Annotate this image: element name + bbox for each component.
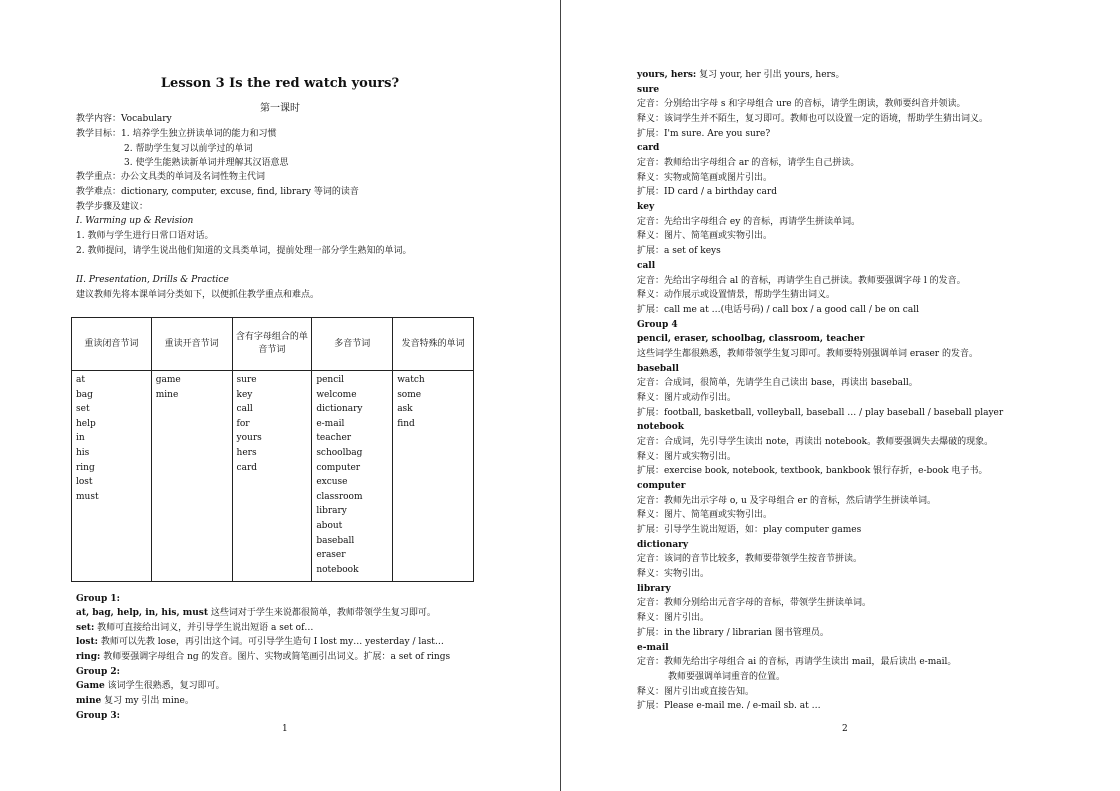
- text-line: ring: 教师要强调字母组合 ng 的发音。图片、实物或简笔画引出词义。扩展：a set of rings: [76, 652, 451, 662]
- table-cell: [72, 371, 152, 582]
- page-number: 2: [842, 724, 848, 734]
- table-word: dictionary: [316, 404, 363, 415]
- text-line: 释义：实物或简笔画或图片引出。: [637, 172, 773, 183]
- entry-heading: e-mail: [637, 642, 669, 653]
- table-word: pencil: [316, 375, 344, 385]
- table-header: 含有字母组合的单音节词: [232, 318, 312, 371]
- vocabulary-table: [71, 317, 474, 582]
- text-line: 定音：分别给出字母 s 和字母组合 ure 的音标，请学生朗读，教师要纠音并领读。: [637, 99, 966, 110]
- table-word: excuse: [316, 477, 348, 488]
- text-line: 建议教师先将本课单词分类如下，以便抓住教学重点和难点。: [76, 290, 320, 300]
- table-word: ask: [397, 404, 413, 415]
- table-word: mine: [155, 389, 179, 400]
- table-word: library: [316, 506, 347, 517]
- entry-heading: computer: [637, 481, 686, 492]
- entry-heading: Group 4: [637, 319, 678, 330]
- lesson-title: Lesson 3 Is the red watch yours?: [160, 76, 400, 91]
- table-word: card: [236, 462, 258, 473]
- entry-heading: pencil, eraser, schoolbag, classroom, teacher: [637, 334, 865, 345]
- text-line: 释义：实物引出。: [637, 569, 710, 580]
- entry-heading: card: [637, 143, 660, 154]
- text-line: 扩展：football, basketball, volleyball, baseball … / play baseball / baseball player: [637, 407, 1004, 418]
- lesson-subtitle: 第一课时: [260, 103, 300, 114]
- table-word: set: [76, 404, 90, 415]
- table-word: welcome: [316, 389, 357, 400]
- entry-heading: library: [637, 583, 671, 594]
- table-word: schoolbag: [316, 447, 363, 458]
- text-line: 扩展：ID card / a birthday card: [637, 187, 777, 198]
- text-line: 教师要强调单词重音的位置。: [668, 671, 786, 682]
- text-line: 释义：动作展示或设置情景，帮助学生猜出词义。: [637, 290, 836, 301]
- text-line: 扩展：引导学生说出短语，如：play computer games: [637, 525, 862, 536]
- table-word: hers: [236, 447, 257, 458]
- text-line: 释义：图片引出。: [637, 613, 710, 624]
- table-cell: [151, 371, 232, 582]
- text-line: 释义：图片或实物引出。: [637, 451, 737, 462]
- table-word: e-mail: [316, 418, 345, 429]
- text-line: 释义：图片或动作引出。: [637, 392, 737, 403]
- text-line: 释义：图片、简笔画或实物引出。: [637, 231, 773, 242]
- section-heading: II. Presentation, Drills & Practice: [76, 275, 229, 285]
- table-header: 发音特殊的单词: [393, 318, 474, 371]
- table-header: 多音节词: [312, 318, 393, 371]
- group-heading: Group 3:: [76, 711, 120, 721]
- text-line: 定音：教师先出示字母 o, u 及字母组合 er 的音标，然后请学生拼读单词。: [637, 495, 937, 506]
- entry-heading: dictionary: [637, 539, 689, 550]
- table-word: eraser: [316, 550, 346, 561]
- text-line: 释义：图片引出或直接告知。: [637, 686, 755, 697]
- table-word: baseball: [316, 535, 355, 546]
- text-line: 定音：先给出字母组合 ey 的音标，再请学生拼读单词。: [637, 216, 861, 227]
- table-word: in: [76, 433, 85, 444]
- table-cell: [393, 371, 474, 582]
- table-word: help: [76, 418, 96, 429]
- text-line: 定音：该词的音节比较多，教师要带领学生按音节拼读。: [637, 554, 863, 565]
- text-line: 1. 教师与学生进行日常口语对话。: [76, 231, 214, 241]
- entry-heading: key: [637, 202, 655, 213]
- text-line: 3. 使学生能熟读新单词并理解其汉语意思: [124, 158, 289, 168]
- table-word: call: [236, 404, 253, 415]
- entry-heading: notebook: [637, 422, 684, 433]
- table-word: ring: [76, 462, 95, 473]
- table-header: 重读开音节词: [151, 318, 232, 371]
- text-line: at, bag, help, in, his, must 这些词对于学生来说都很简单，教师带领学生复习即可。: [76, 608, 436, 618]
- text-line: Game 该词学生很熟悉，复习即可。: [76, 681, 225, 691]
- text-line: mine 复习 my 引出 mine。: [76, 696, 194, 706]
- table-word: game: [155, 375, 181, 385]
- table-word: classroom: [316, 491, 363, 502]
- text-line: 定音：合成词，很简单，先请学生自己读出 base，再读出 baseball。: [637, 378, 918, 389]
- table-word: about: [316, 520, 343, 531]
- table-word: teacher: [316, 433, 352, 444]
- group-heading: Group 2:: [76, 667, 120, 677]
- entry-heading: yours, hers: 复习 your, her 引出 yours, hers。: [637, 70, 845, 80]
- text-line: 教学难点：dictionary, computer, excuse, find, library 等词的读音: [76, 187, 359, 197]
- table-word: sure: [236, 375, 257, 385]
- table-word: lost: [76, 477, 93, 488]
- table-header: 重读闭音节词: [72, 318, 152, 371]
- text-line: 定音：教师给出字母组合 ar 的音标，请学生自己拼读。: [637, 158, 860, 169]
- group-heading: Group 1:: [76, 594, 120, 604]
- entry-heading: call: [637, 260, 656, 271]
- text-line: 定音：先给出字母组合 al 的音标，再请学生自己拼读。教师要强调字母 l 的发音。: [637, 275, 966, 286]
- text-line: 扩展：I'm sure. Are you sure?: [637, 128, 771, 139]
- table-word: key: [236, 389, 253, 400]
- table-cell: [312, 371, 393, 582]
- text-line: 释义：该词学生并不陌生，复习即可。教师也可以设置一定的语境，帮助学生猜出词义。: [637, 114, 989, 125]
- section-heading: I. Warming up & Revision: [76, 216, 194, 226]
- text-line: 定音：合成词，先引导学生读出 note，再读出 notebook。教师要强调失去爆破的现象。: [637, 437, 994, 447]
- text-line: 这些词学生都很熟悉，教师带领学生复习即可。教师要特别强调单词 eraser 的发音。: [637, 348, 978, 359]
- text-line: 扩展：Please e-mail me. / e-mail sb. at …: [637, 701, 821, 712]
- table-word: notebook: [316, 564, 359, 575]
- table-word: some: [397, 389, 422, 400]
- table-word: computer: [316, 462, 361, 473]
- text-line: 教学重点：办公文具类的单词及名词性物主代词: [76, 172, 266, 182]
- table-word: bag: [76, 389, 93, 400]
- entry-heading: sure: [637, 84, 660, 95]
- text-line: set: 教师可直接给出词义，并引导学生说出短语 a set of…: [76, 623, 314, 633]
- text-line: 教学步骤及建议：: [76, 202, 149, 212]
- page-2: [561, 0, 1120, 791]
- text-line: 扩展：call me at …(电话号码) / call box / a good call / be on call: [637, 304, 919, 315]
- text-line: lost: 教师可以先教 lose，再引出这个词。可引导学生造句 I lost my… yesterday / last…: [76, 637, 444, 647]
- page-number: 1: [282, 724, 288, 734]
- table-word: his: [76, 447, 90, 458]
- table-word: must: [76, 491, 99, 502]
- table-cell: [232, 371, 312, 582]
- text-line: 教学内容：Vocabulary: [76, 114, 172, 124]
- text-line: 扩展：a set of keys: [637, 246, 721, 257]
- table-word: find: [397, 418, 415, 429]
- table-word: watch: [397, 375, 425, 385]
- table-word: yours: [236, 433, 262, 444]
- text-line: 2. 帮助学生复习以前学过的单词: [124, 144, 253, 154]
- text-line: 定音：教师先给出字母组合 ai 的音标，再请学生读出 mail，最后读出 e-mail。: [637, 657, 957, 668]
- text-line: 定音：教师分别给出元音字母的音标，带领学生拼读单词。: [637, 598, 872, 609]
- text-line: 教学目标：1. 培养学生独立拼读单词的能力和习惯: [76, 129, 277, 139]
- text-line: 释义：图片、简笔画或实物引出。: [637, 510, 773, 521]
- table-word: for: [236, 418, 250, 429]
- table-word: at: [76, 375, 85, 385]
- text-line: 扩展：exercise book, notebook, textbook, bankbook 银行存折，e-book 电子书。: [637, 466, 988, 477]
- text-line: 扩展：in the library / librarian 图书管理员。: [637, 627, 829, 638]
- text-line: 2. 教师提问，请学生说出他们知道的文具类单词，提前处理一部分学生熟知的单词。: [76, 246, 412, 256]
- entry-heading: baseball: [637, 363, 679, 374]
